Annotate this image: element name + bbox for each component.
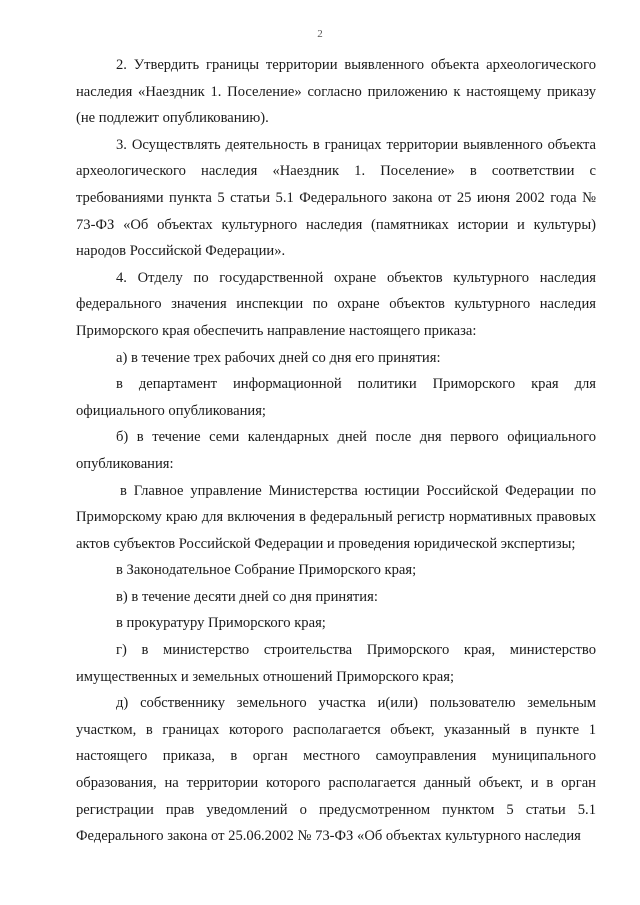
recipient-justice-ministry: в Главное управление Министерства юстиции Российской Федерации по Приморскому краю для включения в федеральный регистр нормативных правовых актов субъектов Российской Федерации и проведения юридической экспертизы; (76, 482, 596, 552)
subitem-d: д) собственнику земельного участка и(или) пользователю земельным участком, в границах которого располагается объект, указанный в пункте 1 настоящего приказа, в орган местного самоуправления муниципального образования, на территории которого располагается данный объект, и в орган регистрации прав уведомлений о предусмотренном пунктом 5 статьи 5.1 Федерального закона от 25.06.2002 № 73-ФЗ «Об объектах культурного наследия (76, 695, 596, 845)
subitem-g: г) в министерство строительства Приморского края, министерство имущественных и земельных отношений Приморского края; (76, 642, 596, 685)
recipient-press-department: в департамент информационной политики Приморского края для официального опубликования; (76, 376, 596, 419)
subitem-b: б) в течение семи календарных дней после дня первого официального опубликования: (76, 429, 596, 472)
paragraph-item-4: 4. Отделу по государственной охране объектов культурного наследия федерального значения инспекции по охране объектов культурного наследия Приморского края обеспечить направление настоящего приказа: (76, 269, 596, 339)
paragraph-item-2: 2. Утвердить границы территории выявленного объекта археологического наследия «Наездник 1. Поселение» согласно приложению к настоящему приказу (не подлежит опубликованию). (76, 57, 596, 127)
subitem-a: а) в течение трех рабочих дней со дня его принятия: (116, 349, 441, 366)
recipient-legislative-assembly: в Законодательное Собрание Приморского края; (116, 562, 417, 579)
paragraph-item-3: 3. Осуществлять деятельность в границах территории выявленного объекта археологического наследия «Наездник 1. Поселение» в соответствии с требованиями пункта 5 статьи 5.1 Федерального закона от 25 июня 2002 года № 73-ФЗ «Об объектах культурного наследия (памятниках истории и культуры) народов Российской Федерации». (76, 136, 596, 260)
recipient-prosecutor: в прокуратуру Приморского края; (116, 615, 326, 632)
document-body (76, 52, 596, 850)
page-number: 2 (317, 28, 323, 40)
subitem-v: в) в течение десяти дней со дня принятия: (116, 588, 378, 605)
